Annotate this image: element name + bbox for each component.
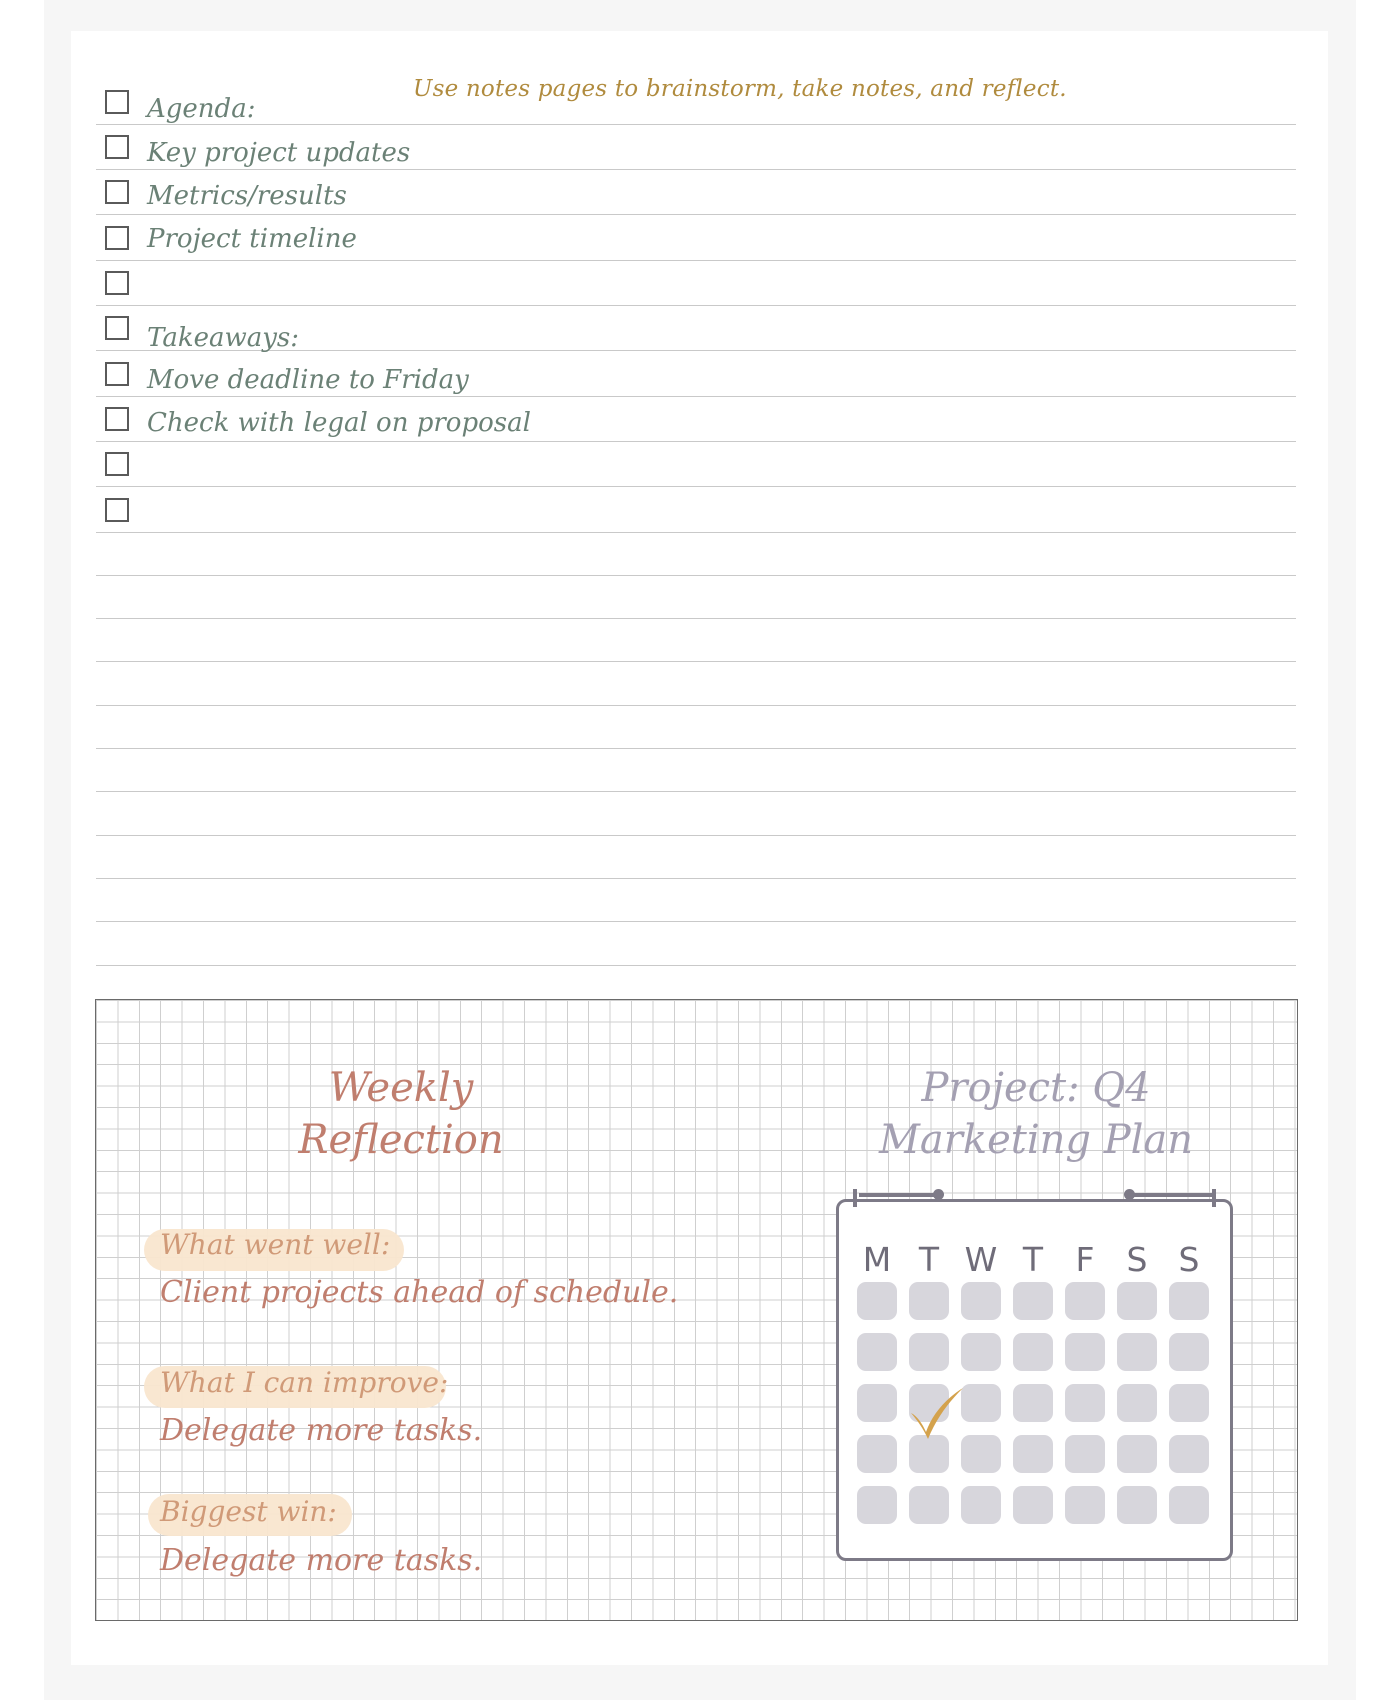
calendar-day-cell[interactable] [1065,1435,1105,1473]
ruled-line [96,965,1296,966]
calendar-ring-dot [933,1189,944,1200]
calendar-day-cell[interactable] [1117,1486,1157,1524]
calendar-day-cell[interactable] [961,1282,1001,1320]
prompt-went-well: What went well: [160,1228,391,1261]
calendar-day-cell[interactable] [1169,1333,1209,1371]
checkbox[interactable] [105,316,129,340]
ruled-line [96,575,1296,576]
calendar-day-cell[interactable] [1117,1333,1157,1371]
answer-biggest-win: Delegate more tasks. [160,1543,483,1578]
calendar-day-cell[interactable] [1013,1282,1053,1320]
calendar-day-cell[interactable] [1065,1333,1105,1371]
prompt-can-improve: What I can improve: [160,1366,449,1399]
checklist-item-text: Takeaways: [147,323,300,353]
ruled-line [96,705,1296,706]
checkmark-icon [905,1383,967,1441]
calendar-day-cell[interactable] [857,1486,897,1524]
calendar-day-cell[interactable] [1117,1435,1157,1473]
calendar-day-cell[interactable] [909,1282,949,1320]
weekday-label: T [1022,1240,1044,1279]
calendar-day-cell[interactable] [1169,1435,1209,1473]
checklist-item-text: Key project updates [147,138,411,168]
checklist-item-text: Metrics/results [147,181,347,211]
checklist-item-text: Project timeline [147,224,357,254]
weekday-label: F [1075,1240,1095,1279]
checkbox[interactable] [105,498,129,522]
checkbox[interactable] [105,135,129,159]
calendar-day-cell[interactable] [1065,1282,1105,1320]
weekday-label: T [918,1240,940,1279]
calendar-day-cell[interactable] [961,1333,1001,1371]
ruled-line [96,878,1296,879]
calendar-day-cell[interactable] [1169,1486,1209,1524]
page-hint: Use notes pages to brainstorm, take notes, and reflect. [413,76,1067,102]
calendar-day-cell[interactable] [857,1435,897,1473]
calendar-day-cell[interactable] [1117,1384,1157,1422]
ruled-line [96,661,1296,662]
reflection-title [251,1062,551,1166]
ruled-line [96,396,1296,397]
checkbox[interactable] [105,271,129,295]
calendar-day-cell[interactable] [1065,1486,1105,1524]
answer-can-improve: Delegate more tasks. [160,1413,483,1448]
weekday-label: W [964,1240,998,1279]
ruled-line [96,835,1296,836]
checklist-item-text: Check with legal on proposal [147,408,531,438]
checkbox[interactable] [105,90,129,114]
weekday-label: S [1126,1240,1148,1279]
calendar-day-cell[interactable] [1117,1282,1157,1320]
ruled-line [96,618,1296,619]
calendar-day-cell[interactable] [1013,1486,1053,1524]
checklist-item-text: Move deadline to Friday [147,365,469,395]
calendar-day-cell[interactable] [857,1333,897,1371]
ruled-line [96,791,1296,792]
calendar-day-cell[interactable] [1065,1384,1105,1422]
prompt-biggest-win: Biggest win: [160,1495,337,1528]
ruled-line [96,305,1296,306]
calendar-day-cell[interactable] [1013,1384,1053,1422]
project-title [836,1062,1236,1166]
ruled-line [96,169,1296,170]
answer-went-well: Client projects ahead of schedule. [160,1275,679,1310]
checkbox[interactable] [105,452,129,476]
calendar-day-cell[interactable] [961,1486,1001,1524]
calendar-widget [836,1199,1233,1561]
calendar-day-cell[interactable] [1169,1282,1209,1320]
calendar-ring-hook [1212,1189,1216,1207]
ruled-line [96,748,1296,749]
ruled-line [96,214,1296,215]
ruled-line [96,532,1296,533]
checkbox[interactable] [105,362,129,386]
ruled-line [96,921,1296,922]
reflection-panel [95,999,1298,1621]
ruled-line [96,441,1296,442]
calendar-day-cell[interactable] [1169,1384,1209,1422]
calendar-day-cell[interactable] [961,1384,1001,1422]
calendar-ring [1129,1193,1214,1197]
calendar-day-cell[interactable] [961,1435,1001,1473]
project-title-line: Project: Q4 [921,1065,1151,1111]
ruled-line [96,486,1296,487]
calendar-day-cell[interactable] [909,1333,949,1371]
reflection-title-line: Weekly [328,1065,474,1111]
checklist-item-text: Agenda: [147,94,256,124]
checkbox[interactable] [105,226,129,250]
weekday-label: M [862,1240,892,1279]
ruled-line [96,260,1296,261]
calendar-ring-dot [1124,1189,1135,1200]
checkbox[interactable] [105,180,129,204]
calendar-day-cell[interactable] [857,1282,897,1320]
calendar-day-cell[interactable] [1013,1333,1053,1371]
reflection-title-line: Reflection [298,1117,504,1163]
project-title-line: Marketing Plan [878,1117,1194,1163]
calendar-ring [859,1193,937,1197]
calendar-day-cell[interactable] [1013,1435,1053,1473]
weekday-label: S [1178,1240,1200,1279]
calendar-day-cell[interactable] [909,1486,949,1524]
calendar-day-cell[interactable] [857,1384,897,1422]
checkbox[interactable] [105,407,129,431]
calendar-ring-hook [853,1189,857,1207]
ruled-line [96,124,1296,125]
